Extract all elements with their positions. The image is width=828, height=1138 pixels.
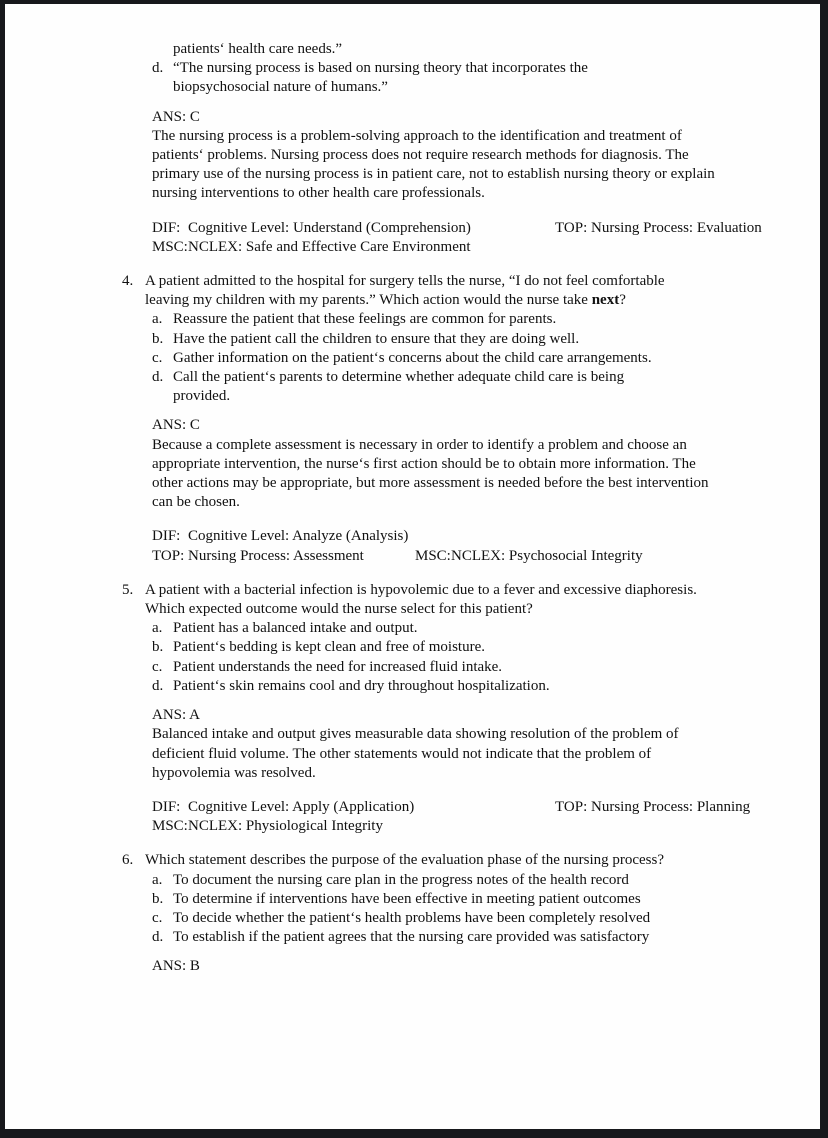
- dif-value: Cognitive Level: Analyze (Analysis): [188, 528, 409, 545]
- meta-col2: [555, 798, 750, 817]
- meta-row: [152, 219, 800, 238]
- page-content: [122, 40, 800, 977]
- option-text: [173, 59, 800, 97]
- document-page: [5, 4, 820, 1129]
- option-c-row: [152, 909, 800, 928]
- option-text-line: To decide whether the patient‘s health problems have been completely resolved: [173, 909, 651, 926]
- answer-block: [152, 957, 800, 976]
- option-text-line: Patient understands the need for increased fluid intake.: [173, 658, 503, 675]
- question-number: 4.: [122, 273, 134, 290]
- question-text-line: [145, 291, 800, 310]
- option-letter: a.: [152, 871, 163, 888]
- msc-label: MSC:: [152, 818, 188, 835]
- option-text-line: Call the patient‘s parents to determine whether adequate child care is being: [173, 369, 625, 386]
- rationale-line: other actions may be appropriate, but more assessment is needed before the best intervention: [152, 475, 709, 492]
- meta-row: [152, 527, 800, 546]
- option-letter: c.: [152, 349, 163, 366]
- question-text-line: Which statement describes the purpose of the evaluation phase of the nursing process?: [145, 852, 665, 869]
- rationale-line: Because a complete assessment is necessary in order to identify a problem and choose an: [152, 436, 687, 453]
- rationale-line: nursing interventions to other health care professionals.: [152, 185, 485, 202]
- option-text-line: To document the nursing care plan in the progress notes of the health record: [173, 871, 629, 888]
- meta-row: [152, 547, 800, 566]
- top-value: Nursing Process: Planning: [591, 798, 751, 815]
- option-letter: b.: [152, 330, 164, 347]
- option-c-row: [152, 349, 800, 368]
- answer-block: [152, 706, 800, 783]
- rationale-line: hypovolemia was resolved.: [152, 764, 316, 781]
- question-number: 6.: [122, 852, 134, 869]
- answer-block: [152, 416, 800, 512]
- answer-block: [152, 108, 800, 204]
- meta-col2: [415, 547, 643, 566]
- top-value: Nursing Process: Assessment: [188, 547, 364, 564]
- dif-value: Cognitive Level: Understand (Comprehension): [188, 219, 471, 236]
- option-b-row: [152, 638, 800, 657]
- answer-label: ANS: B: [152, 958, 200, 975]
- answer-label: ANS: A: [152, 707, 200, 724]
- option-text-line: “The nursing process is based on nursing theory that incorporates the: [173, 60, 588, 77]
- option-c-row: [152, 658, 800, 677]
- option-d-row: [152, 59, 800, 97]
- option-d-row: [152, 368, 800, 406]
- question-text-bold: next: [591, 292, 620, 309]
- meta-block: [152, 219, 800, 257]
- option-text-line: Have the patient call the children to ensure that they are doing well.: [173, 330, 580, 347]
- option-letter: c.: [152, 658, 163, 675]
- meta-row: [152, 798, 800, 817]
- rationale-line: patients‘ problems. Nursing process does not require research methods for diagnosis. The: [152, 147, 689, 164]
- top-value: Nursing Process: Evaluation: [591, 219, 762, 236]
- option-letter: d.: [152, 369, 164, 386]
- msc-label: MSC:: [415, 547, 451, 564]
- option-letter: d.: [152, 60, 164, 77]
- option-text-line: biopsychosocial nature of humans.”: [173, 79, 388, 96]
- dif-label: DIF:: [152, 528, 181, 545]
- question-5: [122, 581, 800, 836]
- question-text-part: leaving my children with my parents.” Which action would the nurse take: [145, 292, 592, 309]
- option-letter: d.: [152, 677, 164, 694]
- msc-value: NCLEX: Psychosocial Integrity: [451, 547, 643, 564]
- question-text-line: Which expected outcome would the nurse select for this patient?: [145, 601, 533, 618]
- option-b-row: [152, 890, 800, 909]
- option-text-line: Patient‘s skin remains cool and dry throughout hospitalization.: [173, 677, 550, 694]
- answer-label: ANS: C: [152, 108, 200, 125]
- question-text-part: ?: [619, 292, 626, 309]
- dif-label: DIF:: [152, 219, 181, 236]
- top-label: TOP:: [555, 798, 588, 815]
- dif-value: Cognitive Level: Apply (Application): [188, 798, 415, 815]
- option-text-line: Patient has a balanced intake and output.: [173, 620, 418, 637]
- option-d-row: [152, 677, 800, 696]
- option-letter: c.: [152, 909, 163, 926]
- question-text-line: A patient admitted to the hospital for surgery tells the nurse, “I do not feel comfortable: [145, 273, 665, 290]
- option-letter: a.: [152, 311, 163, 328]
- question-text-line: A patient with a bacterial infection is hypovolemic due to a fever and excessive diaphoresis.: [145, 581, 697, 598]
- top-label: TOP:: [152, 547, 185, 564]
- meta-block: [152, 527, 800, 565]
- msc-value: NCLEX: Physiological Integrity: [188, 818, 383, 835]
- rationale-line: Balanced intake and output gives measurable data showing resolution of the problem of: [152, 726, 679, 743]
- option-letter: b.: [152, 890, 164, 907]
- option-text-line: Gather information on the patient‘s concerns about the child care arrangements.: [173, 349, 652, 366]
- option-text-line: Patient‘s bedding is kept clean and free of moisture.: [173, 639, 485, 656]
- rationale-line: can be chosen.: [152, 494, 240, 511]
- option-b-row: [152, 330, 800, 349]
- option-letter: a.: [152, 620, 163, 637]
- top-label: TOP:: [555, 219, 588, 236]
- option-a-row: [152, 619, 800, 638]
- option-d-row: [152, 928, 800, 947]
- option-text-line: To establish if the patient agrees that the nursing care provided was satisfactory: [173, 929, 650, 946]
- msc-label: MSC:: [152, 238, 188, 255]
- question-4: [122, 272, 800, 566]
- rationale-line: The nursing process is a problem-solving approach to the identification and treatment of: [152, 127, 682, 144]
- meta-row: [152, 238, 800, 257]
- option-letter: b.: [152, 639, 164, 656]
- option-text-line: Reassure the patient that these feelings are common for parents.: [173, 311, 557, 328]
- option-c-continuation-line: patients‘ health care needs.”: [173, 41, 343, 57]
- option-text-line: To determine if interventions have been effective in meeting patient outcomes: [173, 890, 641, 907]
- question-6: [122, 851, 800, 976]
- meta-block: [152, 798, 800, 836]
- rationale-line: appropriate intervention, the nurse‘s first action should be to obtain more information. The: [152, 455, 696, 472]
- meta-col2: [555, 219, 762, 238]
- option-text-line: provided.: [173, 388, 231, 405]
- answer-label: ANS: C: [152, 417, 200, 434]
- option-a-row: [152, 871, 800, 890]
- dif-label: DIF:: [152, 798, 181, 815]
- msc-value: NCLEX: Safe and Effective Care Environment: [188, 238, 471, 255]
- rationale-line: primary use of the nursing process is in patient care, not to establish nursing theory or explain: [152, 166, 715, 183]
- question-number: 5.: [122, 581, 134, 598]
- option-letter: d.: [152, 929, 164, 946]
- option-a-row: [152, 310, 800, 329]
- meta-row: [152, 817, 800, 836]
- rationale-line: deficient fluid volume. The other statements would not indicate that the problem of: [152, 745, 652, 762]
